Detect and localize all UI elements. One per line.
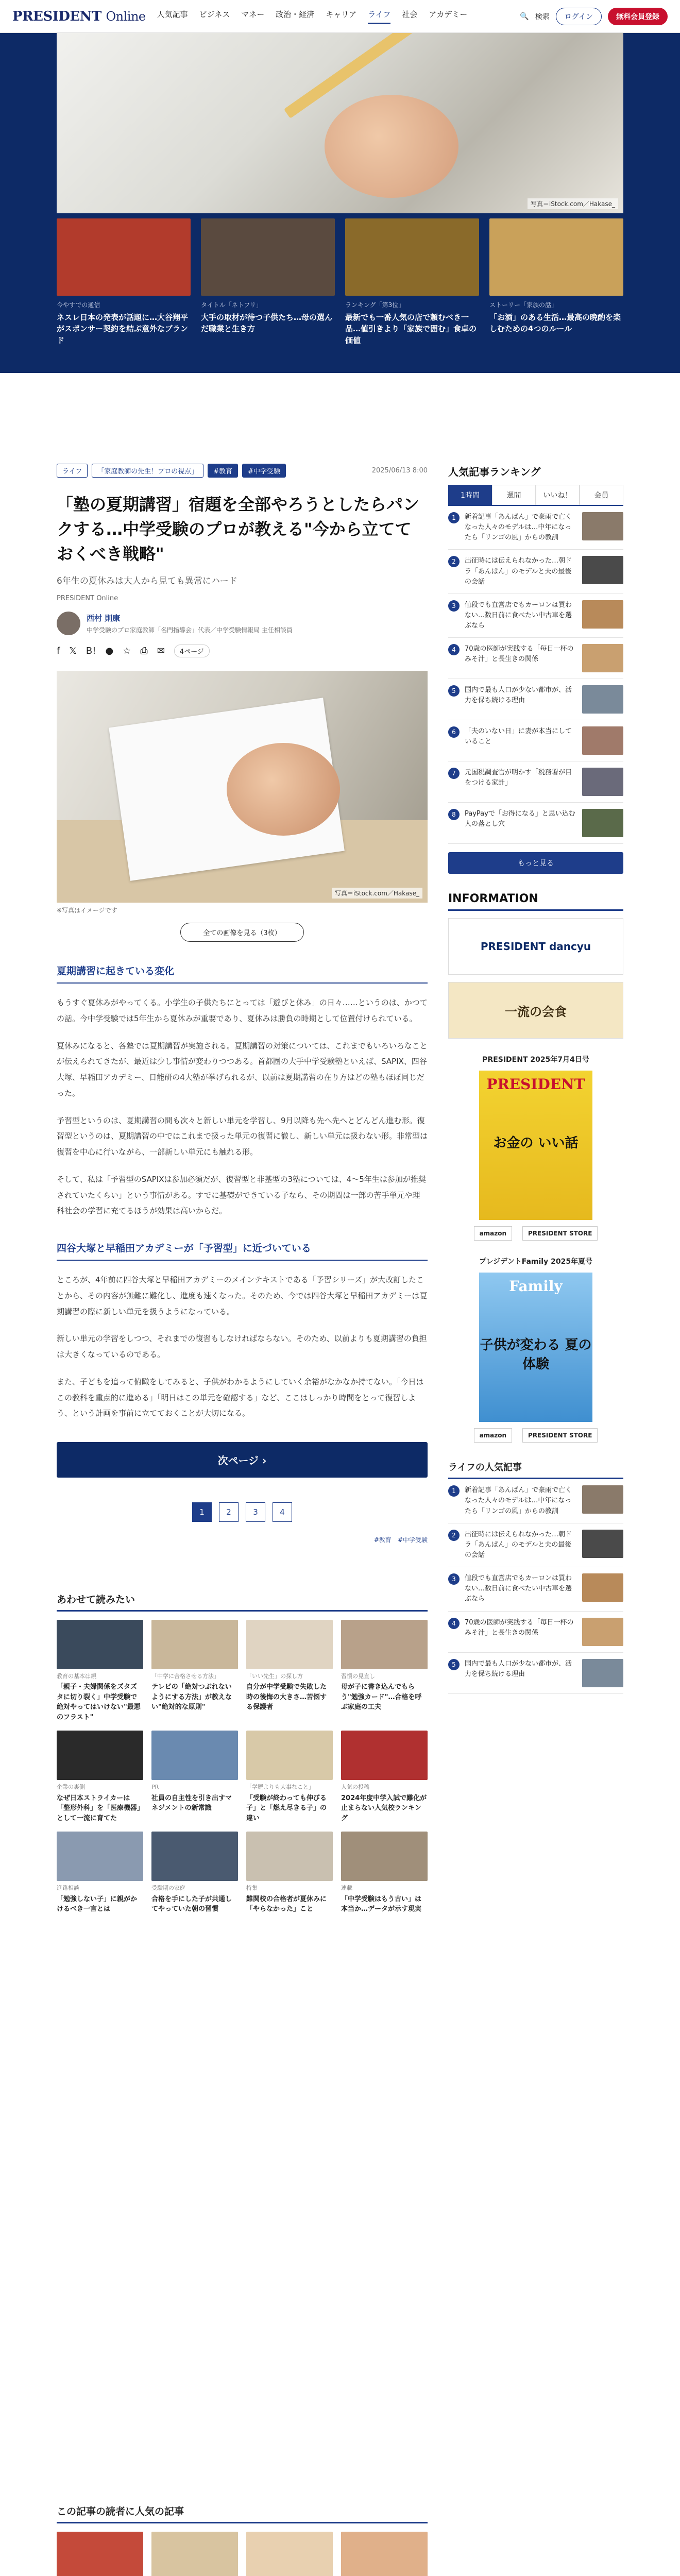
article-image[interactable]	[57, 671, 428, 903]
search-label[interactable]: 検索	[535, 12, 550, 21]
print-icon[interactable]: ⎙	[140, 646, 148, 656]
page-link[interactable]: 2	[219, 1502, 239, 1522]
related-section	[57, 1592, 428, 1914]
article-card-kicker: 人気の投稿	[341, 1784, 369, 1791]
article-card-title: 難関校の合格者が夏休みに「やらなかった」こと	[246, 1895, 327, 1913]
article-card-thumb	[341, 1620, 428, 1669]
ranking-item[interactable]	[448, 1479, 623, 1523]
article-card-thumb	[246, 2532, 333, 2576]
ranking-item[interactable]	[448, 761, 623, 803]
hero-card-title: ネスレ日本の発表が話題に…大谷翔平がスポンサー契約を結ぶ意外なブランド	[57, 312, 189, 345]
article-card-title: テレビの「絶対つぶれないようにする方法」が教えない"絶対的な原則"	[151, 1683, 232, 1711]
share-bar	[57, 645, 428, 657]
ranking-thumb	[582, 685, 623, 714]
store-links	[448, 1428, 623, 1443]
article-card-kicker: 企業の裏側	[57, 1784, 85, 1791]
nav-item[interactable]: 社会	[402, 9, 418, 19]
popular-section	[57, 2504, 428, 2576]
ranking-thumb	[582, 1485, 623, 1514]
article-card-kicker: 教育の基本は親	[57, 1673, 96, 1680]
nav-item[interactable]: マネー	[241, 9, 265, 19]
nav-item[interactable]: 人気記事	[157, 9, 188, 19]
mail-icon[interactable]: ✉	[157, 646, 165, 656]
ranking-tab[interactable]: 会員	[580, 485, 623, 505]
bookmark-icon[interactable]: ☆	[123, 646, 131, 656]
paragraph: 予習型というのは、夏期講習の間も次々と新しい単元を学習し、9月以降も先へ先へとどんどん進む形。復習型というのは、夏期講習の中ではこれまで扱った単元の復習に徹し、新しい単元は扱わない形。非常型は復習を中心に行いながら、一部新しい単元にも触れる形。	[57, 1115, 428, 1157]
president-store-link[interactable]: PRESIDENT STORE	[522, 1428, 598, 1443]
hero-card-title: 「お酒」のある生活…最高の晩酌を楽しむための4つのルール	[489, 312, 621, 334]
ranking-title: 元国税調査官が明かす「税務署が目をつける家計」	[465, 769, 572, 787]
section-heading-1: 夏期講習に起きている変化	[57, 963, 428, 984]
ranking-item[interactable]	[448, 1612, 623, 1653]
article-card-kicker: 連載	[341, 1885, 352, 1892]
article-card[interactable]	[246, 1731, 333, 1823]
ranking-thumb	[582, 512, 623, 540]
article-card-thumb	[57, 1620, 143, 1669]
footer-tag[interactable]: #教育	[373, 1536, 392, 1544]
footer-tags	[57, 1535, 428, 1544]
ranking-item[interactable]	[448, 679, 623, 720]
paragraph: また、子どもを追って俯瞰をしてみると、子供がわかるようにしていく余裕がなかなか持てない。「今日はこの教科を重点的に進める」「明日はこの単元を確認する」など、ここはしっかり時間をとって復習しよう、という計画を事前に立てておくことが大切になる。	[57, 1377, 424, 1418]
nav-item[interactable]: 政治・経済	[276, 9, 315, 19]
author-name[interactable]: 西村 則康	[87, 614, 121, 623]
hero-card-thumb	[489, 218, 623, 296]
hero-card-thumb	[57, 218, 191, 296]
facebook-icon[interactable]: f	[57, 646, 60, 656]
article-card-title: 「親子・夫婦関係をズタズタに切り裂く」中学受験で絶対やってはいけない"最悪のフラスト"	[57, 1683, 141, 1721]
rank-number: 2	[448, 556, 460, 567]
article-card-thumb	[246, 1731, 333, 1780]
line-icon[interactable]: ●	[105, 646, 114, 656]
article-card-thumb	[341, 2532, 428, 2576]
image-note: ※写真はイメージです	[57, 907, 117, 914]
ranking-thumb	[582, 1573, 623, 1602]
article-card-thumb	[246, 1832, 333, 1881]
ranking-tabs	[448, 485, 623, 506]
section-heading-2: 四谷大塚と早稲田アカデミーが「予習型」に近づいている	[57, 1241, 428, 1261]
ranking-title: 出征時には伝えられなかった…朝ドラ「あんぱん」のモデルと夫の最後の会話	[465, 557, 572, 586]
x-icon[interactable]: 𝕏	[69, 646, 77, 656]
nav-item[interactable]: アカデミー	[429, 9, 468, 19]
ranking-item[interactable]	[448, 1567, 623, 1611]
president-store-link[interactable]: PRESIDENT STORE	[522, 1226, 598, 1241]
article-card-kicker: 「学歴よりも大事なこと」	[246, 1784, 314, 1791]
article-card[interactable]	[151, 1731, 238, 1823]
article-card-thumb	[151, 1620, 238, 1669]
article-card[interactable]	[57, 1832, 143, 1914]
paragraph: 夏休みになると、各塾では夏期講習が実施される。夏期講習の対策については、これまでもいろいろなことが伝えられてきたが、最近は少し事情が変わりつつある。首都圏の大手中学受験塾といえば、SAPIX、四谷大塚、早稲田アカデミー、日能研の4大塾が挙げられるが、以前は夏期講習の在り方はどの塾もほぼ同じだった。	[57, 1041, 428, 1098]
ranking-item[interactable]	[448, 506, 623, 550]
ranking-item[interactable]	[448, 594, 623, 638]
article-card[interactable]	[341, 1731, 428, 1823]
next-page-button[interactable]: 次ページ ›	[57, 1442, 428, 1478]
nav-item[interactable]: ビジネス	[199, 9, 230, 19]
paragraph: 新しい単元の学習をしつつ、それまでの復習もしなければならない。そのため、以前よりも夏期講習の負担は大きくなっているのである。	[57, 1334, 427, 1359]
ranking-title: 出征時には伝えられなかった…朝ドラ「あんぱん」のモデルと夫の最後の会話	[465, 1530, 572, 1559]
article-card[interactable]	[341, 2532, 428, 2576]
article-card-kicker: 進路相談	[57, 1885, 79, 1892]
article-card-thumb	[341, 1832, 428, 1881]
article-card[interactable]	[57, 2532, 143, 2576]
rank-number: 6	[448, 726, 460, 738]
page-count[interactable]: 4ページ	[174, 645, 210, 657]
life-popular-heading: ライフの人気記事	[448, 1460, 623, 1479]
article-card-title: 「中学受験はもう古い」は本当か…データが示す現実	[341, 1895, 422, 1913]
magazine-cover-family[interactable]: Family 子供が変わる 夏の体験	[479, 1273, 592, 1422]
article-card-kicker: 「中学に合格させる方法」	[151, 1673, 219, 1680]
ranking-thumb	[582, 1530, 623, 1558]
hero-image	[57, 33, 623, 213]
article-subtitle: 6年生の夏休みは大人から見ても異常にハード	[57, 576, 237, 586]
article-card-title: 「勉強しない子」に親がかけるべき一言とは	[57, 1895, 138, 1913]
hatena-icon[interactable]: B!	[86, 646, 96, 656]
store-links	[448, 1226, 623, 1241]
hero-card-kicker: タイトル「ネトフリ」	[201, 301, 262, 309]
hero-card[interactable]	[489, 218, 623, 346]
article-card-thumb	[57, 1832, 143, 1881]
ranking-title: 値段でも直営店でもカーロンは買わない…数日前に食べたい中古車を選ぶなら	[465, 601, 572, 630]
article-title: 「塾の夏期講習」宿題を全部やろうとしたらパンクする…中学受験のプロが教える"今から立てておくべき戦略"	[57, 495, 420, 564]
article-card-thumb	[151, 2532, 238, 2576]
ranking-title: 値段でも直営店でもカーロンは買わない…数日前に食べたい中古車を選ぶなら	[465, 1574, 572, 1603]
article-image-caption: 写真＝iStock.com／Hakase_	[332, 888, 422, 899]
nav-item[interactable]: キャリア	[326, 9, 357, 19]
rank-number: 1	[448, 1485, 460, 1497]
paragraph: ところが、4年前に四谷大塚と早稲田アカデミーのメインテキストである「予習シリーズ」が大改訂したことから、その内容が無難に難化し、進度も速くなった。そのため、今では四谷大塚と早稲田アカデミーは夏期講習の際に新しい単元を扱うようになっている。	[57, 1275, 428, 1316]
all-images-button[interactable]: 全ての画像を見る（3枚）	[180, 923, 304, 942]
article-card[interactable]	[151, 1620, 238, 1722]
ranking-title: 新着記事「あんぱん」で豪雨で亡くなった人々のモデルは…中年になったら「リンゴの風」からの教訓	[465, 1486, 572, 1515]
rank-number: 2	[448, 1530, 460, 1541]
crumb-tag-education[interactable]: #教育	[208, 464, 238, 478]
article-card[interactable]	[246, 1620, 333, 1722]
ranking-title: 新着記事「あんぱん」で豪雨で亡くなった人々のモデルは…中年になったら「リンゴの風」からの教訓	[465, 513, 572, 542]
article-card-thumb	[151, 1731, 238, 1780]
magazine-label: プレジデントFamily 2025年夏号	[479, 1258, 593, 1266]
register-button[interactable]: 無料会員登録	[608, 8, 668, 25]
hero-card-thumb	[345, 218, 479, 296]
login-button[interactable]: ログイン	[556, 8, 602, 25]
author-role: 中学受験のプロ家庭教師「名門指導会」代表／中学受験情報局 主任相談員	[87, 626, 293, 634]
ranking-item[interactable]	[448, 550, 623, 594]
ranking-thumb	[582, 768, 623, 796]
ranking-more-button[interactable]: もっと見る	[448, 852, 623, 874]
ranking-title: PayPayで「お得になる」と思い込む人の落とし穴	[465, 810, 575, 828]
ranking-tab[interactable]: 1時間	[448, 485, 492, 505]
article-card-kicker: PR	[151, 1784, 159, 1791]
sidebar	[448, 464, 623, 1694]
pagination	[57, 1502, 428, 1522]
article-card[interactable]	[341, 1620, 428, 1722]
ranking-heading: 人気記事ランキング	[448, 466, 541, 478]
hero-card[interactable]	[201, 218, 335, 346]
article-card-thumb	[246, 1620, 333, 1669]
site-header	[0, 0, 680, 33]
article-card-thumb	[57, 1731, 143, 1780]
article-card[interactable]	[341, 1832, 428, 1914]
site-logo[interactable]: PRESIDENT Online	[12, 8, 146, 24]
ranking-list	[448, 506, 623, 844]
ranking-thumb	[582, 809, 623, 837]
rank-number: 7	[448, 768, 460, 779]
ranking-item[interactable]	[448, 638, 623, 679]
crumb-series[interactable]: 「家庭教師の先生！プロの視点」	[92, 464, 203, 478]
magazine-cover-president[interactable]: PRESIDENT お金の いい話	[479, 1071, 592, 1220]
crumb-tag-exam[interactable]: #中学受験	[242, 464, 286, 478]
main-nav	[157, 9, 468, 24]
ranking-thumb	[582, 726, 623, 755]
rank-number: 8	[448, 809, 460, 820]
paragraph: そして、私は「予習型のSAPIXは参加必須だが、復習型と非基型の3塾については、4〜5年生は参加が推奨されていたくらい」という事情がある。すでに基礎ができている子なら、その期間は一部の苦手単元や理科社会の学習に充てるほうが効果は高いからだ。	[57, 1174, 426, 1216]
hero-card-kicker: ランキング「第3位」	[345, 301, 405, 309]
hero-card-kicker: ストーリー「家族の話」	[489, 301, 558, 309]
rank-number: 1	[448, 512, 460, 523]
article	[57, 464, 428, 1544]
magazine-label: PRESIDENT 2025年7月4日号	[482, 1056, 589, 1064]
article-card-title: なぜ日本ストライカーは「整形外科」を「医療機器」として一流に育てた	[57, 1794, 141, 1822]
ranking-item[interactable]	[448, 1653, 623, 1694]
search-icon[interactable]: 🔍	[520, 12, 529, 21]
article-card[interactable]	[151, 2532, 238, 2576]
article-card-kicker: 特集	[246, 1885, 258, 1892]
amazon-link[interactable]: amazon	[474, 1428, 512, 1443]
article-card[interactable]	[246, 2532, 333, 2576]
ranking-thumb	[582, 1618, 623, 1646]
rank-number: 4	[448, 1618, 460, 1629]
ranking-thumb	[582, 644, 623, 672]
article-card-kicker: 受験期の家庭	[151, 1885, 185, 1892]
information-heading: INFORMATION	[448, 892, 623, 911]
hero-card-title: 大手の取材が待つ子供たち…母の選んだ職業と生き方	[201, 312, 333, 334]
hero-section	[0, 33, 680, 373]
ranking-thumb	[582, 1659, 623, 1687]
paragraph: もうすぐ夏休みがやってくる。小学生の子供たちにとっては「遊びと休み」の日々……というのは、かつての話。今中学受験では5年生から夏休みが重要であり、夏休みは勝負の時期として位置付けられている。	[57, 998, 428, 1023]
article-card-title: 2024年度中学入試で難化が止まらない人気校ランキング	[341, 1794, 427, 1822]
ranking-thumb	[582, 600, 623, 629]
related-heading: あわせて読みたい	[57, 1592, 428, 1612]
ranking-tab[interactable]: いいね！	[536, 485, 580, 505]
hero-cards	[57, 218, 623, 346]
hero-caption: 写真＝iStock.com／Hakase_	[528, 198, 618, 209]
rank-number: 3	[448, 600, 460, 612]
page-link[interactable]: 3	[246, 1502, 265, 1522]
article-card[interactable]	[246, 1832, 333, 1914]
rank-number: 5	[448, 1659, 460, 1670]
ranking-item[interactable]	[448, 803, 623, 844]
breadcrumb	[57, 464, 428, 478]
amazon-link[interactable]: amazon	[474, 1226, 512, 1241]
author-box[interactable]	[57, 612, 428, 635]
page-link[interactable]: 1	[192, 1502, 212, 1522]
footer-tag[interactable]: #中学受験	[397, 1536, 428, 1544]
hero-card-kicker: 今やすでの通信	[57, 301, 100, 309]
page-link[interactable]: 4	[273, 1502, 292, 1522]
dancyu-banner[interactable]: PRESIDENT dancyu	[448, 918, 623, 975]
article-card-kicker: 「いい先生」の探し方	[246, 1673, 303, 1680]
rank-number: 3	[448, 1573, 460, 1585]
rank-number: 5	[448, 685, 460, 697]
article-card-title: 自分が中学受験で失敗した時の後悔の大きさ…苦悩する保護者	[246, 1683, 327, 1711]
kaishoku-banner[interactable]: 一流の会食	[448, 982, 623, 1039]
ranking-title: 「夫のいない日」に妻が本当にしていること	[465, 727, 572, 746]
avatar	[57, 612, 80, 635]
article-card-kicker: 習慣の見直し	[341, 1673, 375, 1680]
ranking-thumb	[582, 556, 623, 584]
article-card-thumb	[151, 1832, 238, 1881]
article-card-title: 「受験が終わっても伸びる子」と「燃え尽きる子」の違い	[246, 1794, 327, 1822]
rank-number: 4	[448, 644, 460, 655]
article-card-thumb	[57, 2532, 143, 2576]
ranking-title: 70歳の医師が実践する「毎日一杯のみそ汁」と長生きの関係	[465, 1618, 574, 1637]
hero-card-title: 最新でも一番人気の店で頼むべき一品…値引きより「家族で囲む」食卓の価値	[345, 312, 477, 345]
article-card-title: 母が子に書き込んでもらう"勉強カード"…合格を呼ぶ家庭の工夫	[341, 1683, 422, 1711]
ranking-title: 国内で最も人口が少ない都市が、活力を保ち続ける理由	[465, 686, 572, 705]
article-card-thumb	[341, 1731, 428, 1780]
ranking-title: 国内で最も人口が少ない都市が、活力を保ち続ける理由	[465, 1659, 572, 1678]
ranking-item[interactable]	[448, 720, 623, 761]
nav-item[interactable]: ライフ	[368, 9, 390, 24]
publish-date: 2025/06/13 8:00	[371, 467, 428, 474]
hero-card-thumb	[201, 218, 335, 296]
hero-card[interactable]	[345, 218, 479, 346]
article-card[interactable]	[151, 1832, 238, 1914]
hero-card[interactable]	[57, 218, 191, 346]
chevron-right-icon: ›	[262, 1454, 267, 1467]
ranking-item[interactable]	[448, 1523, 623, 1567]
article-card-title: 合格を手にした子が共通してやっていた朝の習慣	[151, 1895, 232, 1913]
article-card-title: 社員の自主性を引き出すマネジメントの新常識	[151, 1794, 232, 1812]
article-card[interactable]	[57, 1731, 143, 1823]
ranking-title: 70歳の医師が実践する「毎日一杯のみそ汁」と長生きの関係	[465, 645, 574, 664]
media-name: PRESIDENT Online	[57, 595, 118, 602]
life-popular-list	[448, 1479, 623, 1693]
ranking-tab[interactable]: 週間	[492, 485, 536, 505]
header-actions	[520, 8, 668, 25]
article-card[interactable]	[57, 1620, 143, 1722]
crumb-category[interactable]: ライフ	[57, 464, 88, 478]
popular-heading: この記事の読者に人気の記事	[57, 2504, 428, 2523]
